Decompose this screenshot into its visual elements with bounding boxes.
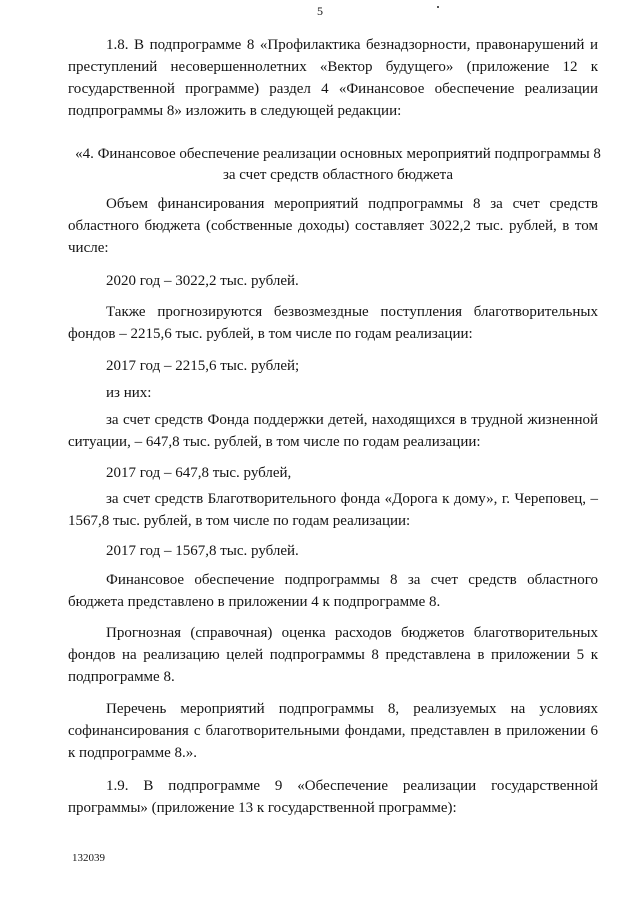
paragraph-children-fund: за счет средств Фонда поддержки детей, находящихся в трудной жизненной ситуации, – 647,8 тыс. рублей, в том числе по годам реализации: xyxy=(68,412,598,450)
paragraph-2017-road-home: 2017 год – 1567,8 тыс. рублей. xyxy=(106,543,299,559)
paragraph-road-home-fund: за счет средств Благотворительного фонда «Дорога к дому», г. Череповец, – 1567,8 тыс. рублей, в том числе по годам реализации: xyxy=(68,491,598,529)
paragraph-appendix-5: Прогнозная (справочная) оценка расходов бюджетов благотворительных фондов на реализацию целей подпрограммы 8 представлена в приложении 5 к подпрограмме 8. xyxy=(68,625,598,685)
paragraph-appendix-4: Финансовое обеспечение подпрограммы 8 за счет средств областного бюджета представлено в приложении 4 к подпрограмме 8. xyxy=(68,572,598,610)
paragraph-1-9: 1.9. В подпрограмме 9 «Обеспечение реализации государственной программы» (приложение 13 к государственной программе): xyxy=(68,778,598,816)
paragraph-of-which: из них: xyxy=(106,385,152,401)
paragraph-2017-total: 2017 год – 2215,6 тыс. рублей; xyxy=(106,358,300,374)
section-heading: «4. Финансовое обеспечение реализации основных мероприятий подпрограммы 8 за счет средств областного бюджета xyxy=(75,146,601,183)
paragraph-appendix-6: Перечень мероприятий подпрограммы 8, реализуемых на условиях софинансирования с благотворительными фондами, представлен в приложении 6 к подпрограмме 8.». xyxy=(68,701,598,761)
page-number: 5 xyxy=(317,4,323,18)
footer-code: 132039 xyxy=(72,852,105,864)
paragraph-2017-children-fund: 2017 год – 647,8 тыс. рублей, xyxy=(106,465,292,481)
paragraph-charity-receipts: Также прогнозируются безвозмездные поступления благотворительных фондов – 2215,6 тыс. рублей, в том числе по годам реализации: xyxy=(68,304,598,342)
paragraph-funding-volume: Объем финансирования мероприятий подпрограммы 8 за счет средств областного бюджета (собственные доходы) составляет 3022,2 тыс. рублей, в том числе: xyxy=(68,196,598,256)
paragraph-1-8: 1.8. В подпрограмме 8 «Профилактика безнадзорности, правонарушений и преступлений несовершеннолетних «Вектор будущего» (приложение 12 к государственной программе) раздел 4 «Финансовое обеспечение реализации подпрограммы 8» изложить в следующей редакции: xyxy=(68,37,598,119)
paragraph-2020: 2020 год – 3022,2 тыс. рублей. xyxy=(106,273,299,289)
scan-speck xyxy=(437,6,439,8)
